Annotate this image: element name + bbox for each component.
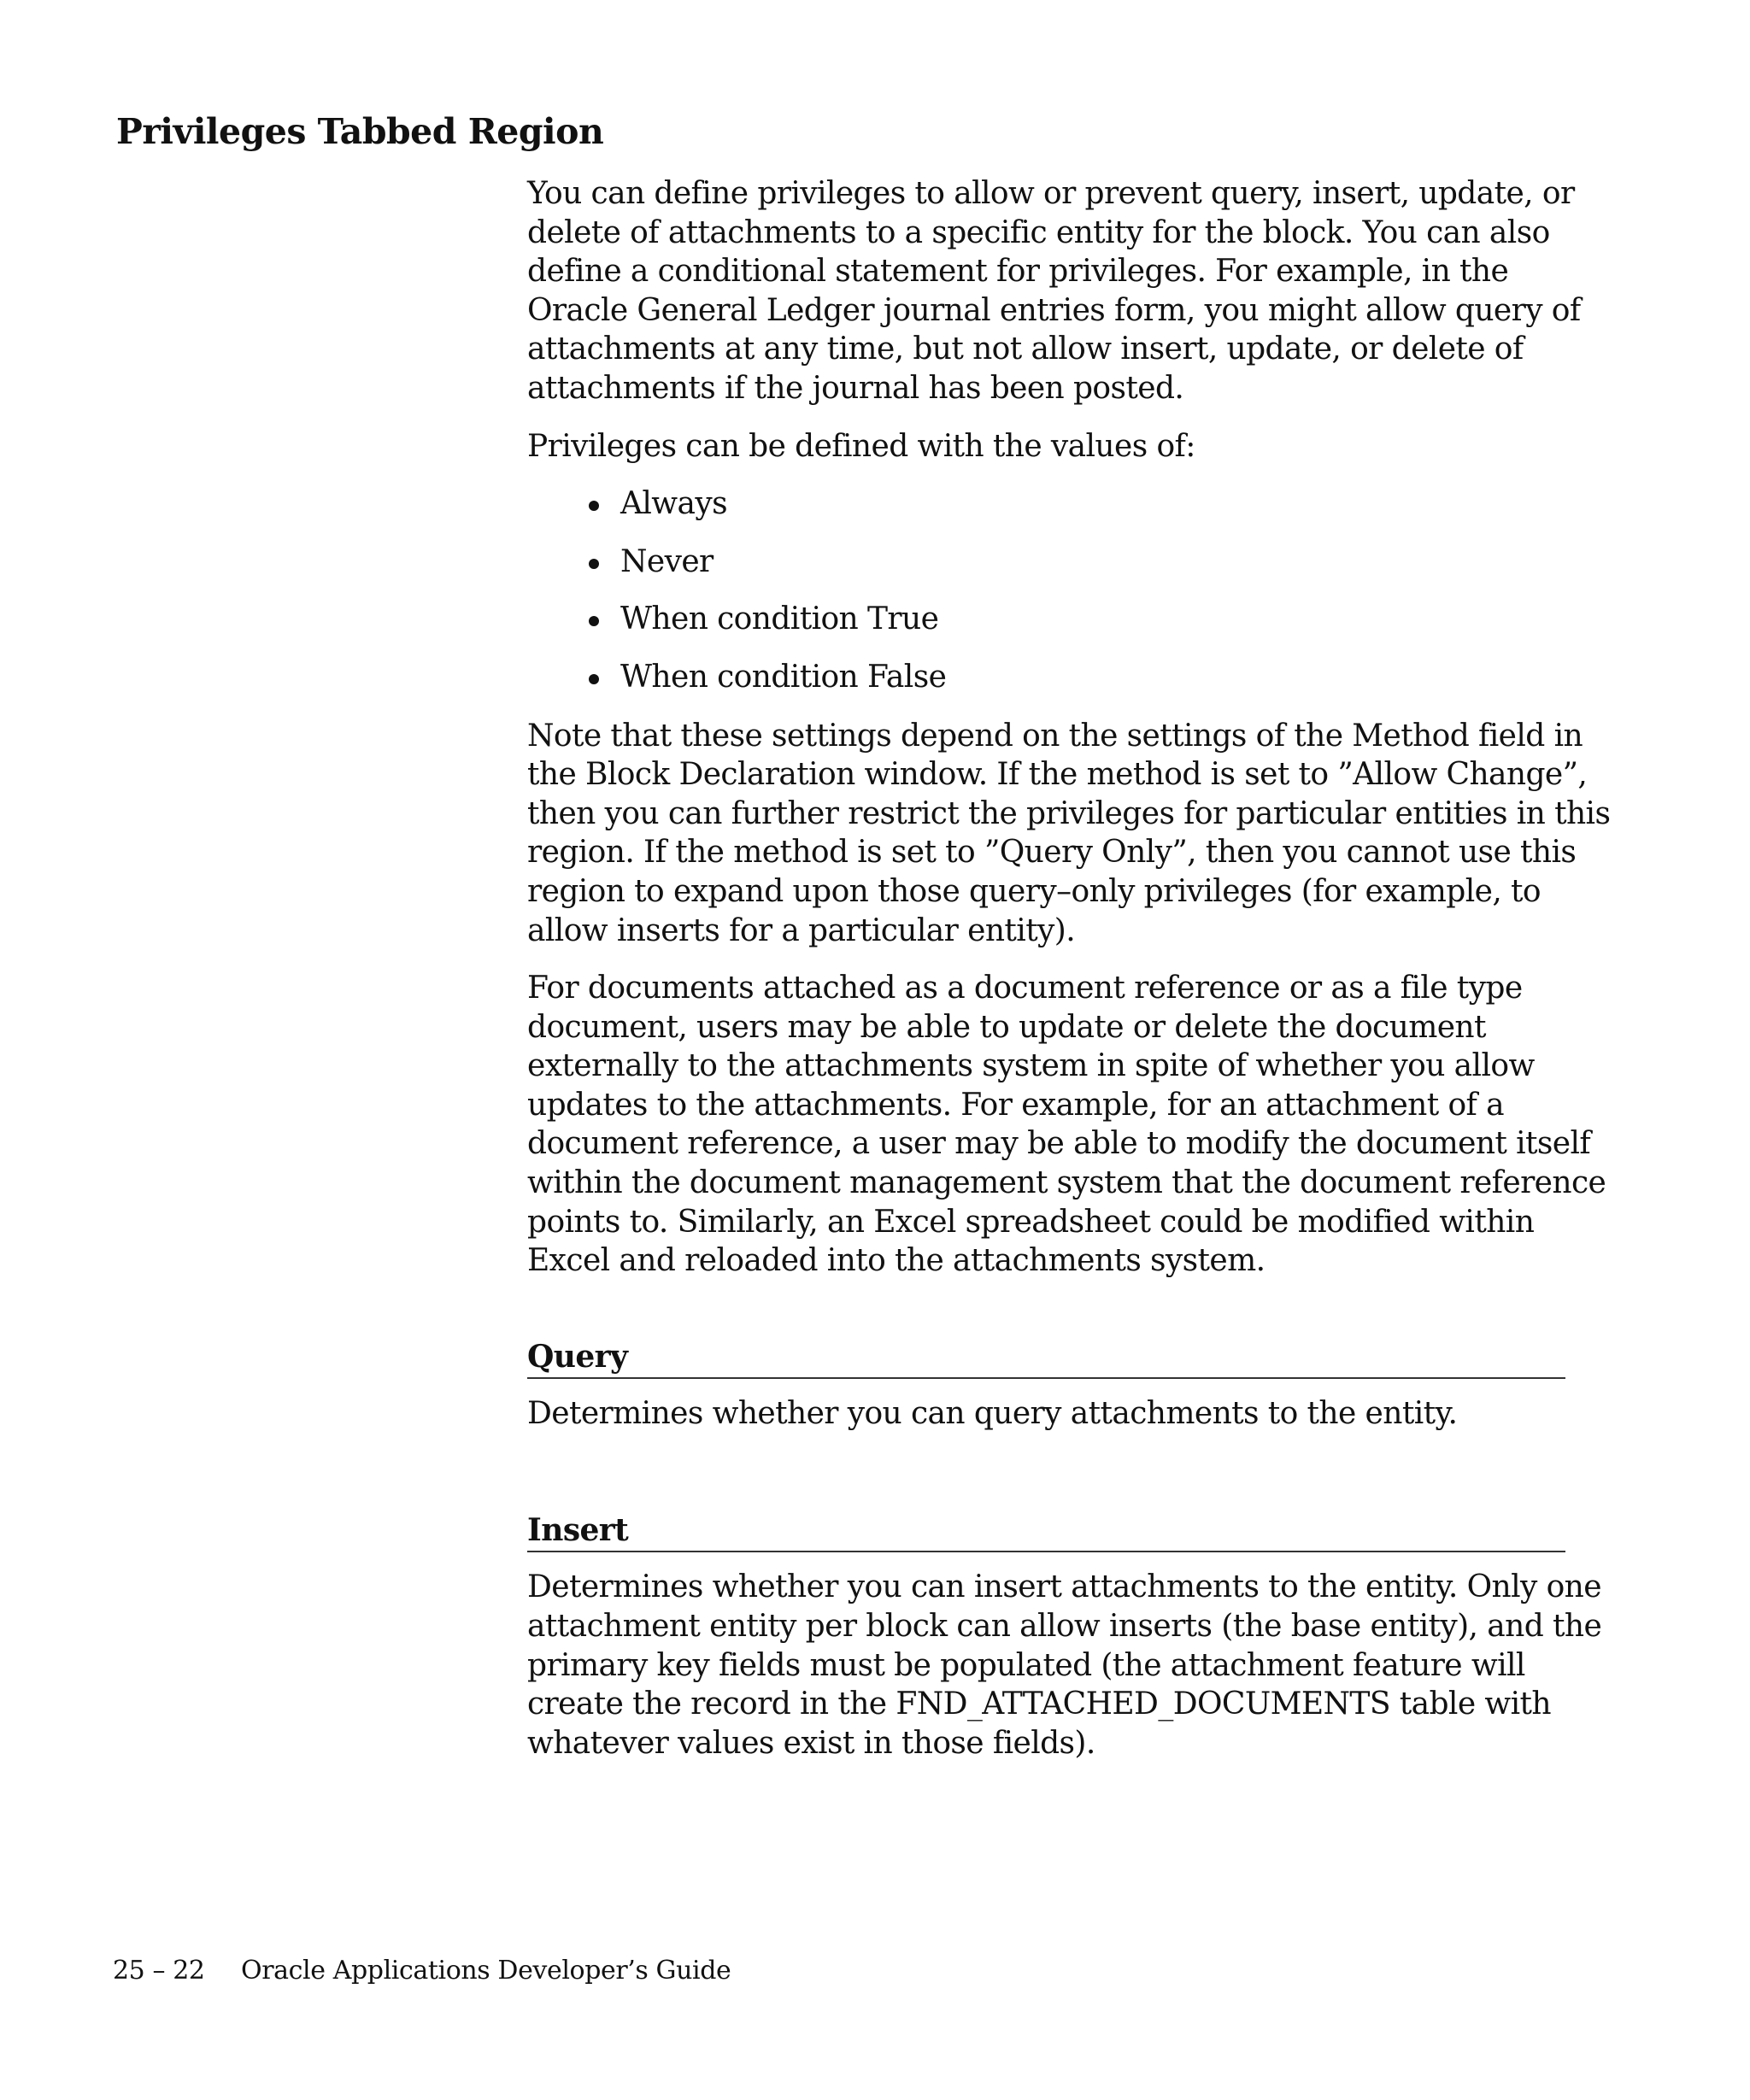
- text-line: externally to the attachments system in spite of whether you allow: [527, 1048, 1535, 1084]
- text-line: within the document management system that the document reference: [527, 1165, 1606, 1201]
- text-line: For documents attached as a document reference or as a file type: [527, 971, 1523, 1006]
- values-intro-paragraph: [527, 427, 1565, 466]
- list-item: [527, 600, 1565, 639]
- text-line: document reference, a user may be able to modify the document itself: [527, 1126, 1591, 1162]
- section-heading: Privileges Tabbed Region: [116, 111, 604, 152]
- bullet-icon: [589, 501, 599, 511]
- text-line: the Block Declaration window. If the method is set to ”Allow Change”,: [527, 757, 1588, 793]
- list-item: [527, 543, 1565, 582]
- text-line: define a conditional statement for privileges. For example, in the: [527, 254, 1509, 290]
- text-line: document, users may be able to update or delete the document: [527, 1009, 1486, 1045]
- text-line: updates to the attachments. For example, for an attachment of a: [527, 1087, 1504, 1123]
- text-line: You can define privileges to allow or prevent query, insert, update, or: [527, 176, 1575, 211]
- note-paragraph: [527, 717, 1611, 951]
- privilege-values-list: [527, 484, 1565, 696]
- text-line: Determines whether you can query attachments to the entity.: [527, 1395, 1458, 1431]
- bullet-icon: [589, 674, 599, 684]
- body-column: [527, 174, 1611, 1781]
- documents-paragraph: [527, 969, 1606, 1281]
- field-description-query: [527, 1394, 1565, 1434]
- text-line: Determines whether you can insert attachments to the entity. Only one: [527, 1569, 1601, 1605]
- text-line: points to. Similarly, an Excel spreadsheet could be modified within: [527, 1204, 1535, 1240]
- list-item-label: When condition False: [620, 659, 947, 695]
- bullet-icon: [589, 559, 599, 569]
- text-line: region to expand upon those query–only privileges (for example, to: [527, 873, 1541, 909]
- text-line: Privileges can be defined with the values of:: [527, 428, 1195, 464]
- list-item: [527, 658, 1565, 697]
- text-line: create the record in the FND_ATTACHED_DOCUMENTS table with: [527, 1686, 1551, 1722]
- list-item: [527, 484, 1565, 524]
- page-footer: [113, 1954, 731, 1988]
- text-line: primary key fields must be populated (the attachment feature will: [527, 1647, 1525, 1683]
- text-line: then you can further restrict the privileges for particular entities in this: [527, 795, 1611, 831]
- field-heading-insert: Insert: [527, 1511, 1565, 1552]
- text-line: allow inserts for a particular entity).: [527, 912, 1076, 948]
- text-line: attachment entity per block can allow inserts (the base entity), and the: [527, 1609, 1602, 1645]
- text-line: Note that these settings depend on the settings of the Method field in: [527, 718, 1583, 754]
- list-item-label: Always: [620, 486, 728, 522]
- text-line: region. If the method is set to ”Query Only”, then you cannot use this: [527, 835, 1577, 871]
- book-title: Oracle Applications Developer’s Guide: [241, 1956, 731, 1986]
- page-number: 25 – 22: [113, 1956, 205, 1986]
- field-description-insert: [527, 1568, 1602, 1763]
- field-heading-query: Query: [527, 1338, 1565, 1379]
- intro-paragraph: [527, 174, 1581, 408]
- text-line: Oracle General Ledger journal entries form, you might allow query of: [527, 292, 1581, 328]
- text-line: delete of attachments to a specific entity for the block. You can also: [527, 214, 1550, 250]
- bullet-icon: [589, 616, 599, 626]
- list-item-label: When condition True: [620, 601, 939, 637]
- text-line: attachments if the journal has been posted.: [527, 370, 1184, 406]
- text-line: Excel and reloaded into the attachments system.: [527, 1243, 1266, 1279]
- text-line: whatever values exist in those fields).: [527, 1725, 1095, 1761]
- text-line: attachments at any time, but not allow insert, update, or delete of: [527, 331, 1524, 367]
- list-item-label: Never: [620, 543, 714, 579]
